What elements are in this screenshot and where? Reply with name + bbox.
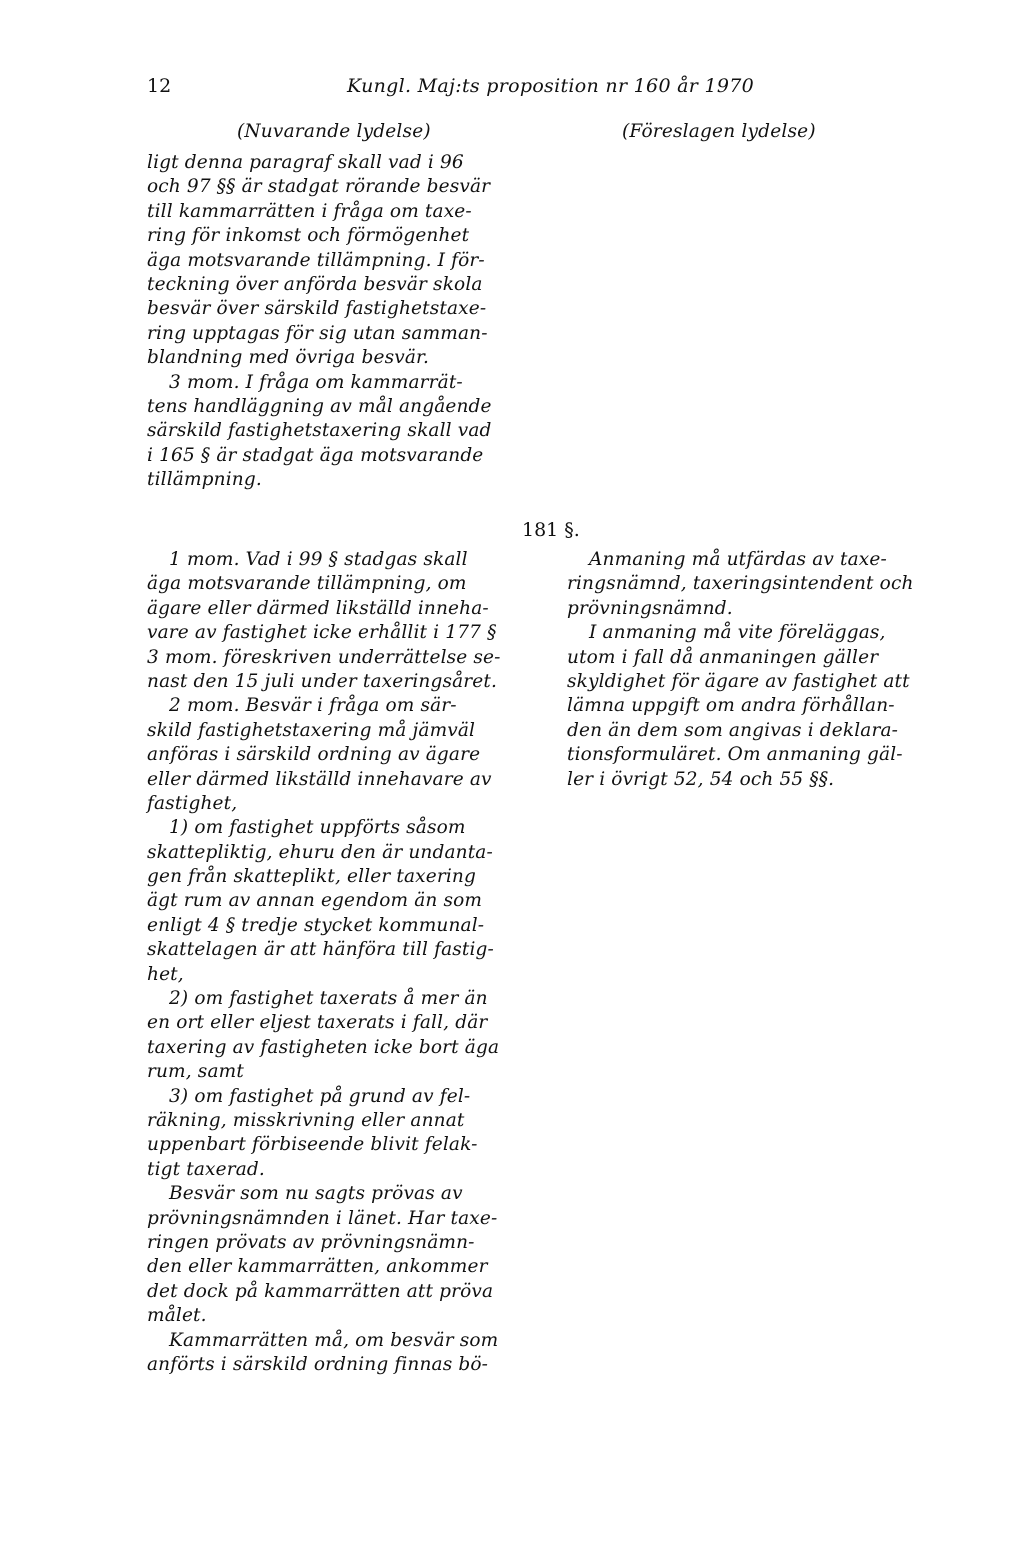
text-line: anföras i särskild ordning av ägare bbox=[147, 744, 481, 766]
text-line: tens handläggning av mål angående bbox=[147, 395, 492, 417]
text-line: nast den 15 juli under taxeringsåret. bbox=[147, 670, 498, 692]
section-marker: 181 §. bbox=[522, 519, 580, 541]
text-line: Besvär som nu sagts prövas av bbox=[169, 1183, 463, 1205]
text-line: den än dem som angivas i deklara- bbox=[567, 719, 899, 741]
text-line: särskild fastighetstaxering skall vad bbox=[147, 420, 492, 442]
text-line: skattepliktig, ehuru den är undanta- bbox=[147, 841, 493, 863]
text-line: tigt taxerad. bbox=[147, 1158, 265, 1180]
text-line: tionsformuläret. Om anmaning gäl- bbox=[567, 744, 903, 766]
text-line: fastighet, bbox=[147, 792, 238, 814]
right-column-text bbox=[567, 548, 937, 792]
text-line: ringen prövats av prövningsnämn- bbox=[147, 1231, 475, 1253]
running-title: Kungl. Maj:ts proposition nr 160 år 1970 bbox=[347, 75, 755, 97]
text-line: 3) om fastighet på grund av fel- bbox=[169, 1085, 471, 1107]
left-column-top-text bbox=[147, 151, 547, 492]
text-line: och 97 §§ är stadgat rörande besvär bbox=[147, 176, 491, 198]
right-column-heading: (Föreslagen lydelse) bbox=[622, 121, 816, 142]
text-line: i 165 § är stadgat äga motsvarande bbox=[147, 444, 484, 466]
text-line: den eller kammarrätten, ankommer bbox=[147, 1256, 488, 1278]
text-line: ägt rum av annan egendom än som bbox=[147, 890, 483, 912]
text-line: 1 mom. Vad i 99 § stadgas skall bbox=[169, 549, 468, 570]
text-line: prövningsnämnden i länet. Har taxe- bbox=[147, 1207, 498, 1229]
text-line: ringsnämnd, taxeringsintendent och bbox=[567, 573, 914, 595]
text-line: gen från skatteplikt, eller taxering bbox=[147, 866, 476, 888]
page-number: 12 bbox=[147, 75, 172, 97]
text-line: blandning med övriga besvär. bbox=[147, 347, 429, 369]
text-line: enligt 4 § tredje stycket kommunal- bbox=[147, 914, 485, 936]
text-line: utom i fall då anmaningen gäller bbox=[567, 646, 879, 668]
text-line: skattelagen är att hänföra till fastig- bbox=[147, 939, 494, 961]
text-line: taxering av fastigheten icke bort äga bbox=[147, 1036, 500, 1058]
text-line: teckning över anförda besvär skola bbox=[147, 273, 483, 295]
text-line: besvär över särskild fastighetstaxe- bbox=[147, 298, 487, 320]
text-line: Kammarrätten må, om besvär som bbox=[169, 1329, 499, 1351]
text-line: lämna uppgift om andra förhållan- bbox=[567, 695, 895, 717]
text-line: ring för inkomst och förmögenhet bbox=[147, 225, 470, 247]
text-line: 2) om fastighet taxerats å mer än bbox=[169, 988, 488, 1010]
page-header bbox=[147, 72, 887, 104]
text-line: 3 mom. föreskriven underrättelse se- bbox=[147, 646, 501, 668]
text-line: det dock på kammarrätten att pröva bbox=[147, 1280, 494, 1302]
text-line: I anmaning må vite föreläggas, bbox=[589, 622, 886, 644]
text-line: 2 mom. Besvär i fråga om sär- bbox=[169, 695, 457, 717]
text-line: het, bbox=[147, 963, 184, 985]
left-column-bottom-text bbox=[147, 548, 547, 1377]
text-line: vare av fastighet icke erhållit i 177 § bbox=[147, 622, 497, 644]
text-line: ring upptagas för sig utan samman- bbox=[147, 322, 488, 344]
text-line: anförts i särskild ordning finnas bö- bbox=[147, 1353, 489, 1375]
text-line: ler i övrigt 52, 54 och 55 §§. bbox=[567, 768, 835, 790]
text-line: ägare eller därmed likställd inneha- bbox=[147, 597, 489, 619]
text-line: äga motsvarande tillämpning. I för- bbox=[147, 249, 485, 271]
text-line: tillämpning. bbox=[147, 469, 262, 491]
text-line: skyldighet för ägare av fastighet att bbox=[567, 670, 910, 692]
text-line: målet. bbox=[147, 1305, 207, 1327]
text-line: eller därmed likställd innehavare av bbox=[147, 768, 492, 790]
text-line: till kammarrätten i fråga om taxe- bbox=[147, 200, 472, 222]
text-line: räkning, misskrivning eller annat bbox=[147, 1109, 465, 1131]
text-line: prövningsnämnd. bbox=[567, 597, 733, 619]
text-line: 1) om fastighet uppförts såsom bbox=[169, 817, 466, 839]
text-line: äga motsvarande tillämpning, om bbox=[147, 573, 467, 595]
text-line: skild fastighetstaxering må jämväl bbox=[147, 719, 476, 741]
text-line: ligt denna paragraf skall vad i 96 bbox=[147, 152, 464, 173]
text-line: rum, samt bbox=[147, 1061, 244, 1083]
text-line: Anmaning må utfärdas av taxe- bbox=[589, 549, 887, 570]
left-column-heading: (Nuvarande lydelse) bbox=[237, 121, 431, 142]
text-line: uppenbart förbiseende blivit felak- bbox=[147, 1134, 478, 1156]
text-line: 3 mom. I fråga om kammarrät- bbox=[169, 371, 463, 393]
text-line: en ort eller eljest taxerats i fall, där bbox=[147, 1012, 488, 1034]
